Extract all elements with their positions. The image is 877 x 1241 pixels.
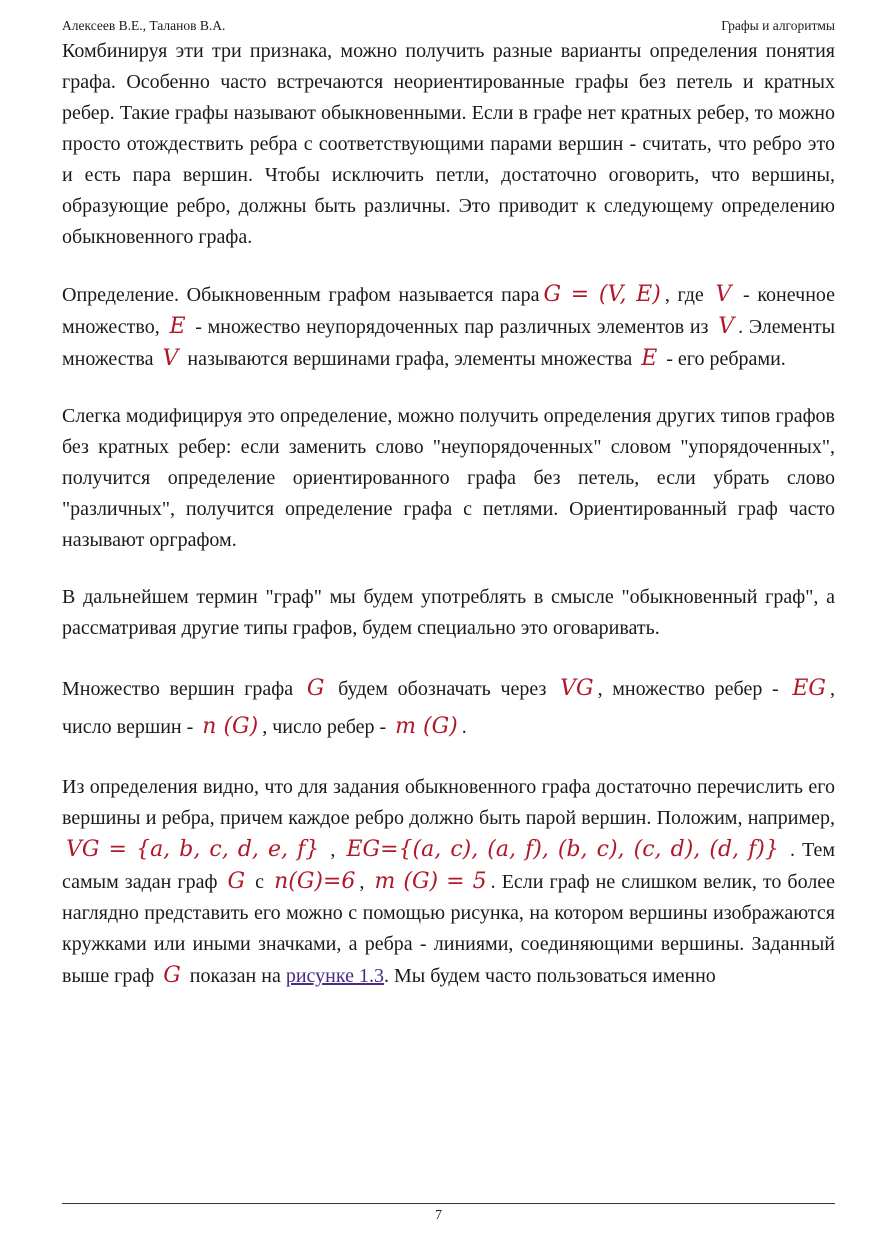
example-text-7: . Если граф не слишком велик, то более наглядно представить его можно с помощью рисунка, на котором вершины изображаются кружками или иными значками, а ребра - линиями, соединяющими вершины. Заданный выше граф xyxy=(62,871,836,987)
math-eg-set: EG={(a, c), (a, f), (b, c), (c, d), (d, f)} xyxy=(346,837,779,862)
paragraph-definition xyxy=(62,279,835,375)
math-e: E xyxy=(641,346,658,371)
math-g: G xyxy=(227,869,246,894)
notation-text-5: , число ребер - xyxy=(262,716,387,738)
math-eg: EG xyxy=(792,676,826,701)
example-text-6: , xyxy=(359,871,365,893)
paragraph-modifications: Слегка модифицируя это определение, можно получить определения других типов графов без кратных ребер: если заменить слово "неупорядоченных" словом "упорядоченных", получится определение ориентированного графа без петель, если убрать слово "различных", получится определение графа с петлями. Ориентированный граф часто называют орграфом. xyxy=(62,405,835,551)
example-text-9: . Мы будем часто пользоваться именно xyxy=(383,965,716,987)
math-v: V xyxy=(715,282,732,307)
math-v: V xyxy=(718,314,735,339)
footer-divider xyxy=(62,1203,835,1204)
header-authors: Алексеев В.Е., Таланов В.А. xyxy=(62,18,226,33)
definition-text-4: - множество неупорядоченных пар различных элементов из xyxy=(195,316,709,338)
example-text-4: Тем самым задан граф xyxy=(62,839,836,893)
paragraph-notation xyxy=(62,670,835,746)
example-text-1: Из определения видно, что для задания обыкновенного графа достаточно перечислить его вершины и ребра, причем каждое ребро должно быть парой вершин. Положим, например, xyxy=(62,776,835,829)
paragraph-term-usage: В дальнейшем термин "граф" мы будем употреблять в смысле "обыкновенный граф", а рассматривая другие типы графов, будем специально это оговаривать. xyxy=(62,586,835,639)
definition-text-3: - конечное множество, xyxy=(62,284,836,338)
definition-text-6: называются вершинами графа, элементы множества xyxy=(187,348,633,370)
paragraph-ordinary-graph-intro: Комбинируя эти три признака, можно получить разные варианты определения понятия графа. Особенно часто встречаются неориентированные графы без петель и кратных ребер. Такие графы называют обыкновенными. Если в графе нет кратных ребер, то можно просто отождествить ребра с соответствующими парами вершин - считать, что ребро это и есть пара вершин. Чтобы исключить петли, достаточно оговорить, что вершины, образующие ребро, должны быть различны. Это приводит к следующему определению обыкновенного графа. xyxy=(62,40,835,248)
math-e: E xyxy=(169,314,186,339)
example-text-5: с xyxy=(255,871,265,893)
notation-text-1: Множество вершин графа xyxy=(62,678,294,700)
definition-text-2: , где xyxy=(664,284,704,306)
notation-text-4: , число вершин - xyxy=(62,678,835,738)
math-m-equals-5: m (G) = 5 xyxy=(374,869,487,894)
paragraph-example xyxy=(62,772,835,992)
notation-text-6: . xyxy=(461,716,467,738)
example-text-2: , xyxy=(330,839,336,861)
notation-text-3: , множество ребер - xyxy=(597,678,779,700)
definition-text-5: . Элементы множества xyxy=(62,316,836,370)
page-number: 7 xyxy=(435,1207,442,1222)
math-n-of-g: n (G) xyxy=(202,714,259,739)
header-book-title: Графы и алгоритмы xyxy=(721,18,835,33)
math-v: V xyxy=(162,346,179,371)
math-vg: VG xyxy=(560,676,594,701)
example-text-3: . xyxy=(789,839,795,861)
math-n-equals-6: n(G)=6 xyxy=(274,869,356,894)
math-m-of-g: m (G) xyxy=(395,714,458,739)
example-text-8: показан на xyxy=(189,965,281,987)
running-header xyxy=(62,16,835,36)
definition-text-7: - его ребрами. xyxy=(666,348,786,370)
math-g-equals-ve: G = (V, E) xyxy=(543,282,661,307)
math-g: G xyxy=(163,963,181,988)
page-content xyxy=(62,36,835,992)
definition-text-1: Определение. Обыкновенным графом называется пара xyxy=(62,284,540,306)
math-g: G xyxy=(306,676,325,701)
notation-text-2: будем обозначать через xyxy=(338,678,547,700)
math-vg-set: VG = {a, b, c, d, e, f} xyxy=(66,837,320,862)
figure-1-3-link[interactable]: рисунке 1.3 xyxy=(285,965,384,987)
